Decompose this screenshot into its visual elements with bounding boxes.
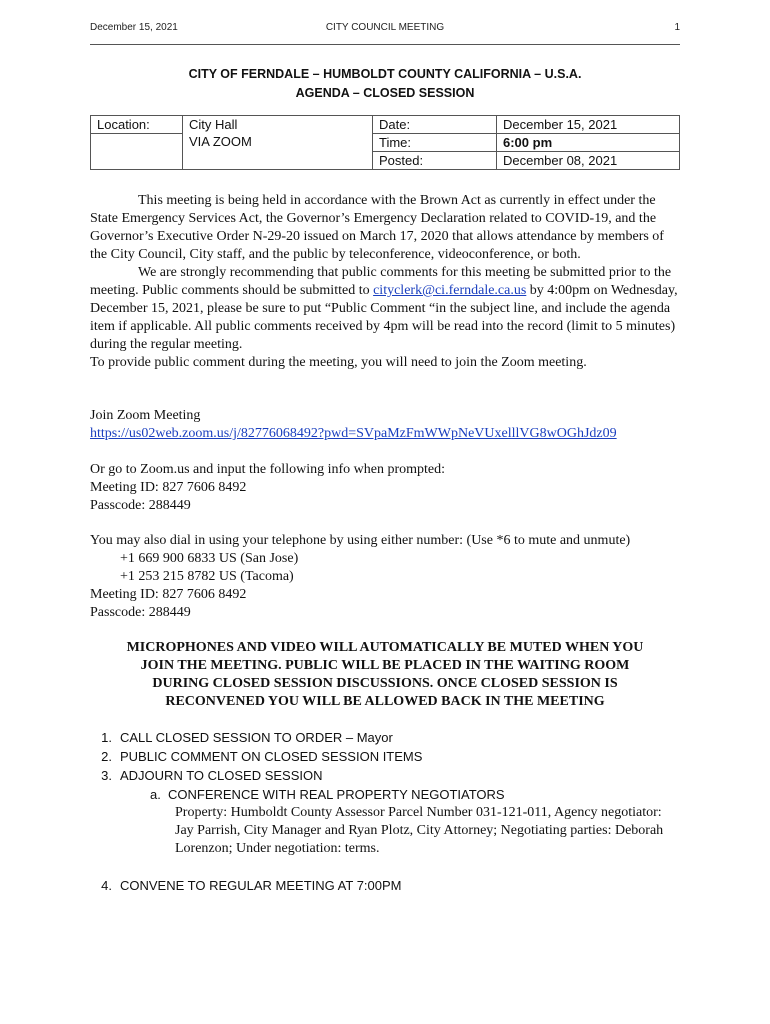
location-line1: City Hall [189,117,238,132]
doc-title-line2: AGENDA – CLOSED SESSION [295,86,475,100]
agenda-subitem [150,785,680,804]
doc-title-line1: CITY OF FERNDALE – HUMBOLDT COUNTY CALIFORNIA – U.S.A. [188,67,582,81]
agenda-item-text: CONVENE TO REGULAR MEETING AT 7:00PM [120,878,402,893]
date-value: December 15, 2021 [497,116,680,134]
intro-section [90,192,680,372]
dial-passcode: Passcode: 288449 [90,605,191,620]
clerk-email-link[interactable]: cityclerk@ci.ferndale.ca.us [373,283,527,298]
agenda-item-4 [90,876,680,895]
posted-value: December 08, 2021 [497,152,680,170]
zoom-meeting-link[interactable]: https://us02web.zoom.us/j/82776068492?pwd=SVpaMzFmWWpNeVUxelllVG8wOGhJdz09 [90,426,617,441]
meeting-info-table [90,115,680,170]
dial-intro: You may also dial in using your telephone by using either number: (Use *6 to mute and unmute) [90,533,631,548]
zoom-section [90,407,680,443]
header-title: CITY COUNCIL MEETING [325,22,445,33]
mute-notice-line1: MICROPHONES AND VIDEO WILL AUTOMATICALLY BE MUTED WHEN YOU [126,640,644,655]
agenda-item-number: 2. [101,749,112,764]
agenda-item-text: ADJOURN TO CLOSED SESSION [120,768,323,783]
agenda-item-text: CALL CLOSED SESSION TO ORDER – Mayor [120,730,393,745]
agenda-item [90,747,680,766]
agenda-item-number: 1. [101,730,112,745]
agenda-item-number: 3. [101,768,112,783]
intro-paragraph-comments [90,264,680,354]
intro-paragraph-zoom: To provide public comment during the meeting, you will need to join the Zoom meeting. [90,355,587,370]
subitem-label: a. [150,787,161,802]
zoom-passcode: Passcode: 288449 [90,498,191,513]
mute-notice-line2: JOIN THE MEETING. PUBLIC WILL BE PLACED IN THE WAITING ROOM [140,658,630,673]
location-value [183,116,373,152]
location-line2: VIA ZOOM [189,134,252,149]
page-number: 1 [674,22,680,33]
agenda-list [90,728,680,785]
agenda-item [90,728,680,747]
location-label: Location: [91,116,183,134]
header-divider [90,44,680,45]
location-bottom-cell [183,152,373,170]
join-zoom-label: Join Zoom Meeting [90,408,201,423]
date-label: Date: [373,116,497,134]
comments-text-after: by 4:00pm on Wednesday, December 15, 2021, please be sure to put “Public Comment “in the subject line, and include the agenda item if applicable. All public comments received by 4pm will be read into the record (limit to 5 minutes) during the regular meeting. [90,283,678,352]
subitem-body: Property: Humboldt County Assessor Parcel Number 031-121-011, Agency negotiator: Jay Parrish, City Manager and Ryan Plotz, City Attorney; Negotiating parties: Deborah Lorenzon; Under negotiation: terms. [175,805,664,856]
agenda-item [90,766,680,785]
agenda-item-number: 4. [101,878,112,893]
time-label: Time: [373,134,497,152]
dial-meeting-id: Meeting ID: 827 7606 8492 [90,587,247,602]
agenda-item-text: PUBLIC COMMENT ON CLOSED SESSION ITEMS [120,749,423,764]
posted-label: Posted: [373,152,497,170]
time-value: 6:00 pm [497,134,680,152]
dial-phone-san-jose: +1 669 900 6833 US (San Jose) [120,551,299,566]
location-empty-cell [91,134,183,170]
zoom-goto-line: Or go to Zoom.us and input the following info when prompted: [90,462,446,477]
comments-text-before: We are strongly recommending that public comments for this meeting be submitted prior to the meeting. Public comments should be submitted to [90,265,672,298]
dial-in-section [90,532,680,622]
header-date: December 15, 2021 [90,22,178,33]
dial-phone-tacoma: +1 253 215 8782 US (Tacoma) [120,569,294,584]
mute-notice-line3: DURING CLOSED SESSION DISCUSSIONS. ONCE CLOSED SESSION IS [152,676,618,691]
intro-paragraph-brown-act: This meeting is being held in accordance with the Brown Act as currently in effect under the State Emergency Services Act, the Governor’s Emergency Declaration related to COVID-19, and the Governor’s Executive Order N-29-20 issued on March 17, 2020 that allows attendance by members of the City Council, City staff, and the public by teleconference, videoconference, or both. [90,193,664,262]
zoom-meeting-id: Meeting ID: 827 7606 8492 [90,480,247,495]
zoom-manual-section [90,461,680,515]
mute-notice [90,639,680,711]
mute-notice-line4: RECONVENED YOU WILL BE ALLOWED BACK IN THE MEETING [165,694,605,709]
subitem-title: CONFERENCE WITH REAL PROPERTY NEGOTIATORS [168,787,505,802]
